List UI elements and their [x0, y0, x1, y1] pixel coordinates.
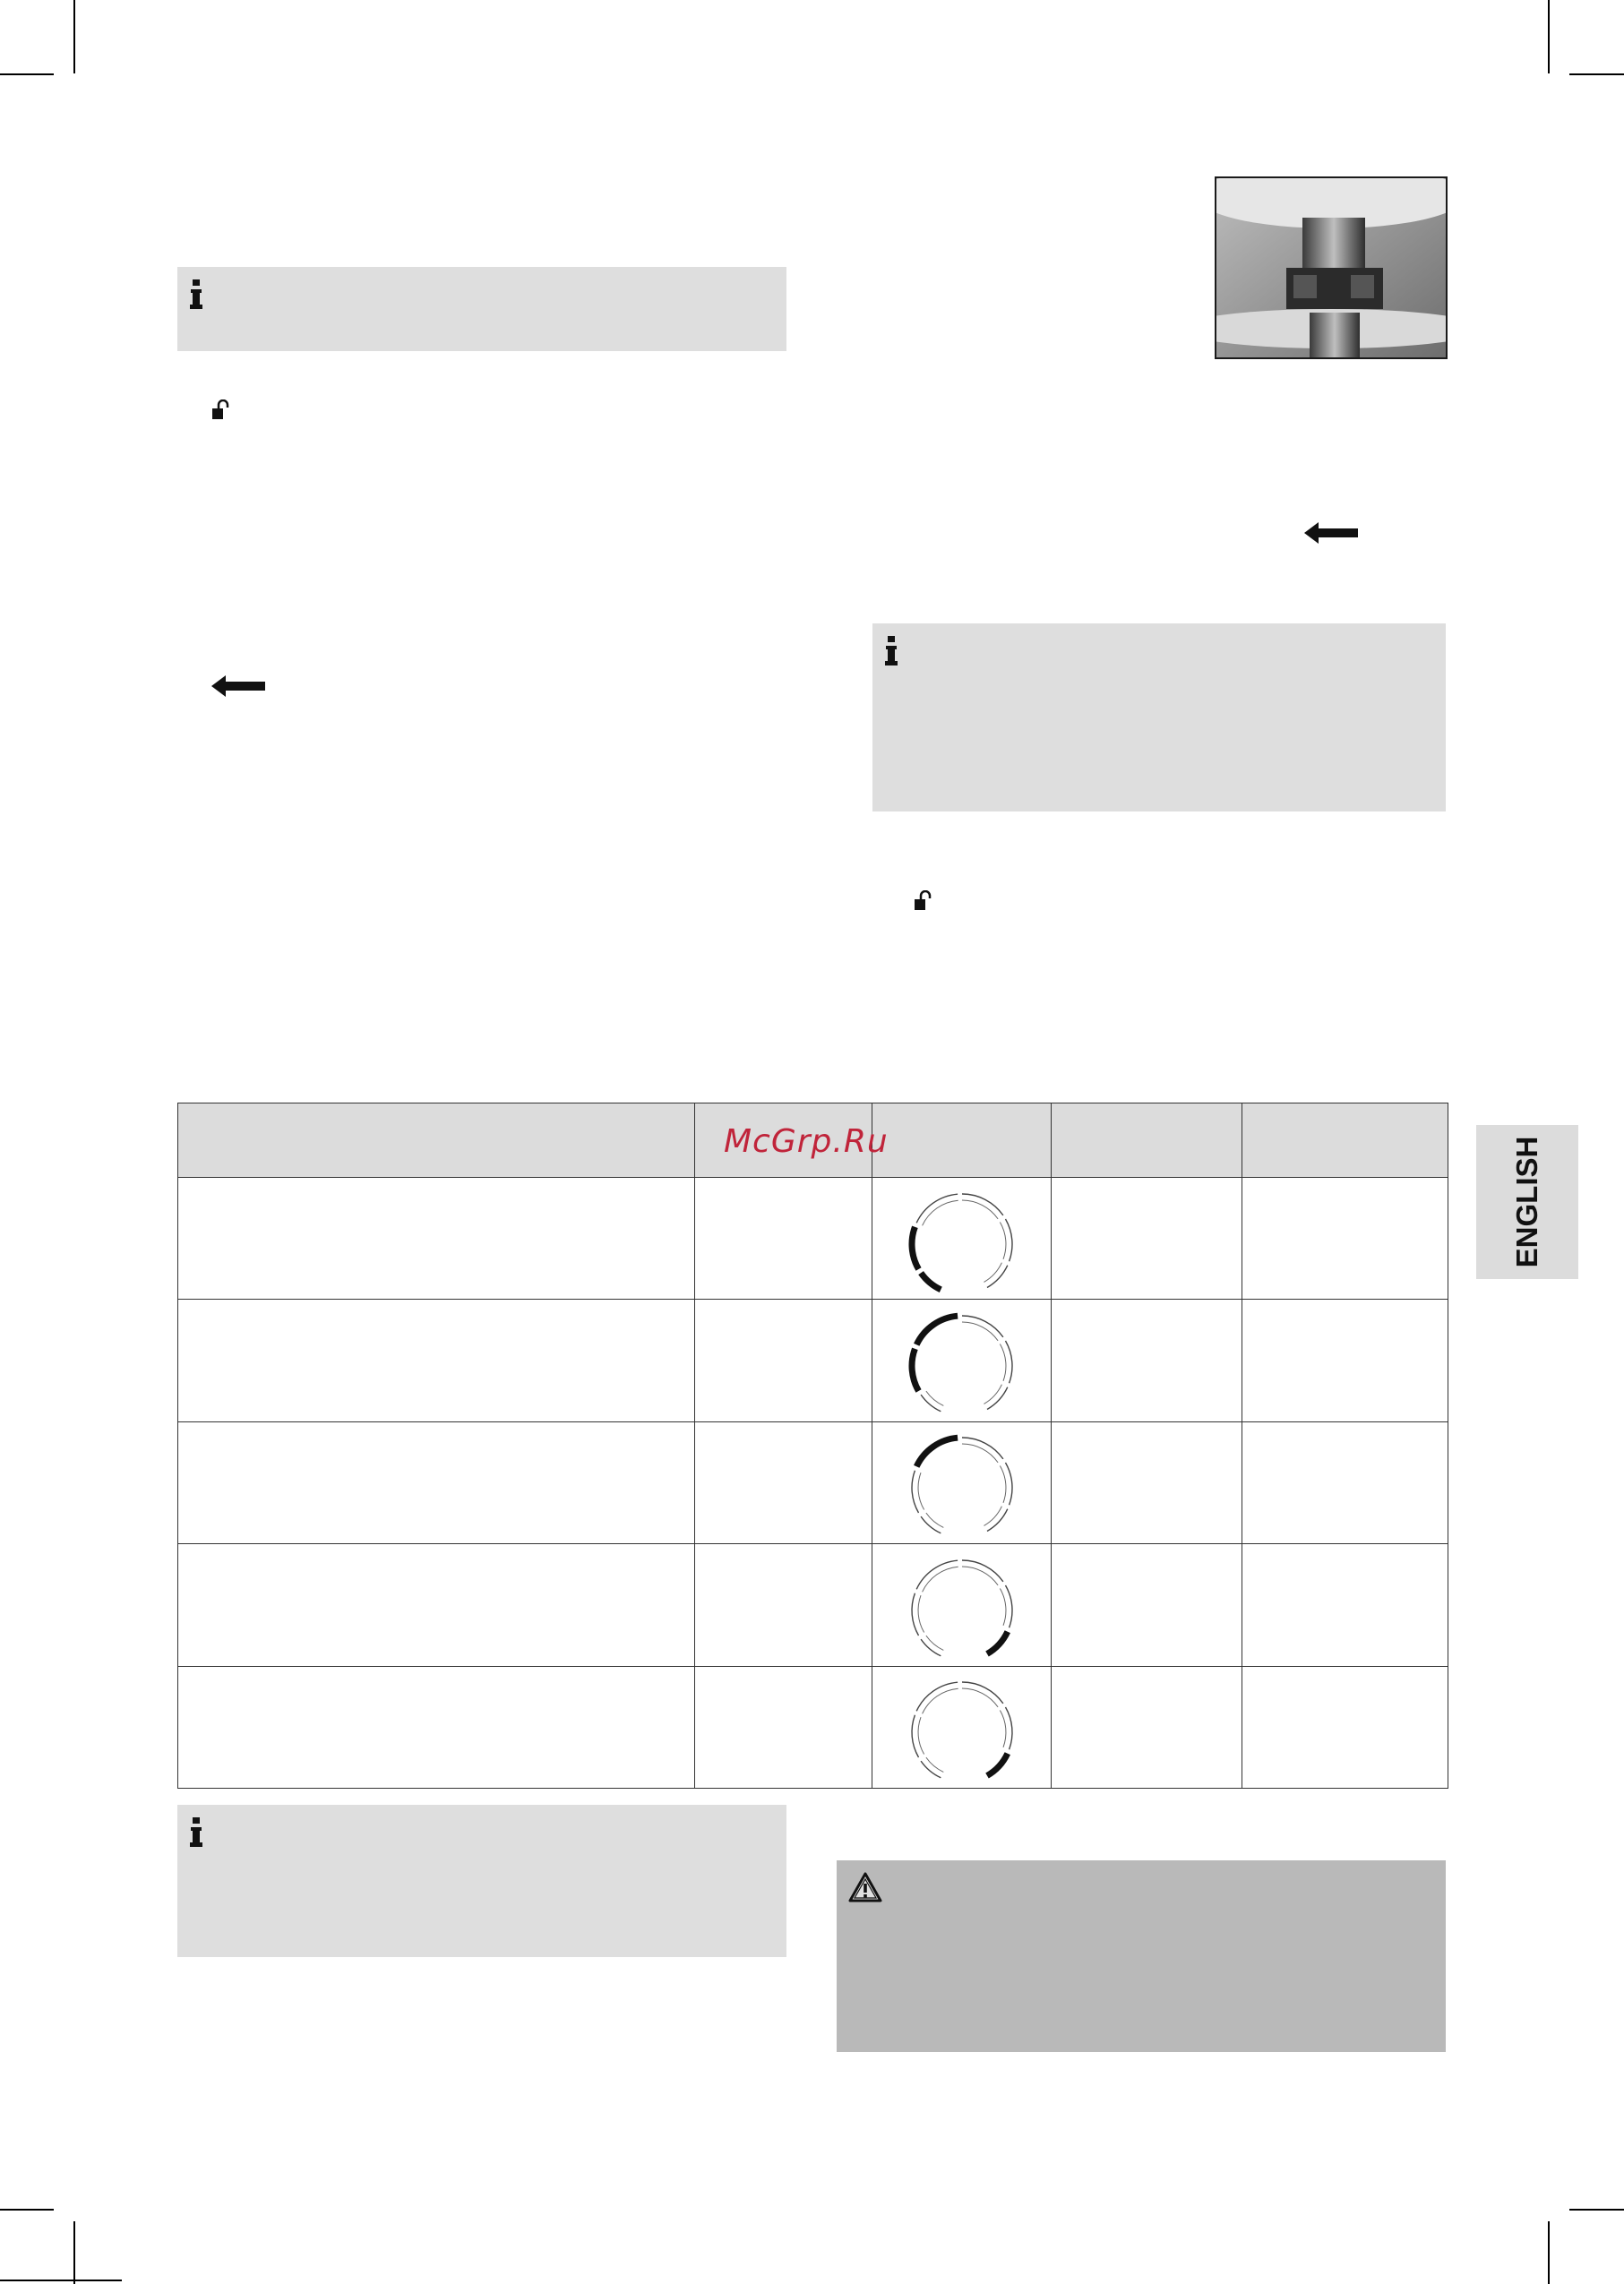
- dial-segment-inner: [962, 1322, 998, 1341]
- dial-segment-inner: [1000, 1344, 1006, 1381]
- table-row: [178, 1300, 1448, 1421]
- dial-segment-inner: [962, 1567, 998, 1585]
- table-cell: [872, 1544, 1052, 1666]
- table-cell: [1242, 1178, 1448, 1300]
- table-cell: [178, 1178, 695, 1300]
- dial-segment: [912, 1593, 918, 1636]
- dial-segment: [1005, 1585, 1011, 1627]
- table-row: [178, 1421, 1448, 1543]
- table-row: [178, 1666, 1448, 1788]
- power-level-dial: [905, 1185, 1019, 1292]
- table-cell: [1242, 1666, 1448, 1788]
- crop-mark: [73, 2221, 75, 2284]
- table-cell: [178, 1300, 695, 1421]
- crop-mark: [1569, 73, 1624, 75]
- dial-segment-inner: [984, 1385, 1001, 1404]
- product-photo: [1215, 176, 1448, 359]
- product-photo-illustration: [1216, 178, 1446, 357]
- table-cell: [872, 1666, 1052, 1788]
- crop-mark: [73, 0, 75, 73]
- table-cell: [1052, 1666, 1242, 1788]
- power-level-dial: [905, 1551, 1019, 1659]
- table-cell: [178, 1421, 695, 1543]
- power-level-dial: [905, 1307, 1019, 1414]
- dial-segment: [962, 1560, 1003, 1582]
- dial-segment: [987, 1387, 1008, 1410]
- table-row: [178, 1178, 1448, 1300]
- dial-segment-inner: [922, 1567, 958, 1592]
- dial-segment-inner: [984, 1507, 1001, 1526]
- dial-segment: [912, 1715, 918, 1757]
- info-box-bottom-left: [177, 1805, 786, 1957]
- dial-segment: [1005, 1341, 1011, 1383]
- table-cell: [1052, 1544, 1242, 1666]
- settings-table: [177, 1103, 1448, 1789]
- dial-segment: [962, 1316, 1003, 1337]
- dial-segment-active: [916, 1438, 958, 1467]
- info-box-right: [872, 623, 1446, 811]
- table-cell: [178, 1544, 695, 1666]
- unlock-icon: [914, 890, 933, 912]
- table-cell: [872, 1300, 1052, 1421]
- table-header-cell: [872, 1103, 1052, 1178]
- dial-segment: [1005, 1219, 1011, 1261]
- dial-segment-inner: [962, 1200, 998, 1219]
- unlock-icon: [211, 399, 231, 421]
- dial-segment: [962, 1194, 1003, 1215]
- table-row: [178, 1544, 1448, 1666]
- crop-mark: [1569, 2209, 1624, 2211]
- table-cell: [695, 1178, 872, 1300]
- table-cell: [1242, 1421, 1448, 1543]
- dial-segment-inner: [962, 1444, 998, 1463]
- dial-segment-inner: [918, 1717, 924, 1754]
- dial-segment-inner: [1000, 1222, 1006, 1258]
- table-header-cell: [1242, 1103, 1448, 1178]
- table-cell: [695, 1421, 872, 1543]
- dial-segment-active: [912, 1349, 918, 1391]
- info-box-top-left: [177, 267, 786, 351]
- language-tab-label: ENGLISH: [1510, 1136, 1543, 1268]
- dial-segment-inner: [1000, 1466, 1006, 1503]
- crop-mark: [0, 2280, 122, 2281]
- table-cell: [1052, 1300, 1242, 1421]
- table-header-cell: [178, 1103, 695, 1178]
- table-cell: [1052, 1421, 1242, 1543]
- dial-segment-active: [921, 1273, 941, 1290]
- crop-mark: [1548, 2221, 1550, 2284]
- crop-mark: [0, 2209, 54, 2211]
- warning-triangle-icon: [847, 1871, 883, 1903]
- dial-segment: [987, 1509, 1008, 1532]
- dial-segment-inner: [918, 1595, 924, 1632]
- info-icon: [186, 279, 206, 310]
- dial-segment-active: [987, 1632, 1008, 1654]
- table-cell: [872, 1421, 1052, 1543]
- table-cell: [872, 1178, 1052, 1300]
- dial-segment-active: [912, 1226, 918, 1268]
- table-cell: [1242, 1300, 1448, 1421]
- dial-segment-inner: [962, 1688, 998, 1707]
- dial-segment-inner: [1000, 1588, 1006, 1625]
- dial-segment: [1005, 1707, 1011, 1749]
- power-level-dial: [905, 1673, 1019, 1781]
- dial-segment-inner: [922, 1200, 958, 1225]
- table-cell: [178, 1666, 695, 1788]
- info-icon: [186, 1817, 206, 1848]
- dial-segment: [962, 1438, 1003, 1459]
- dial-segment-active: [916, 1316, 958, 1344]
- power-level-dial: [905, 1429, 1019, 1536]
- table-cell: [1052, 1178, 1242, 1300]
- dial-segment: [987, 1265, 1008, 1287]
- dial-segment: [962, 1682, 1003, 1704]
- arrow-left-icon: [1304, 520, 1360, 545]
- crop-mark: [1548, 0, 1550, 73]
- table-cell: [1242, 1544, 1448, 1666]
- info-icon: [881, 636, 901, 666]
- watermark: McGrp.Ru: [724, 1123, 889, 1160]
- table-header-cell: [1052, 1103, 1242, 1178]
- dial-segment-inner: [984, 1262, 1001, 1282]
- table-cell: [695, 1300, 872, 1421]
- table-cell: [695, 1544, 872, 1666]
- dial-segment: [1005, 1463, 1011, 1505]
- dial-segment-inner: [922, 1688, 958, 1713]
- warning-box: [837, 1860, 1446, 2052]
- dial-segment: [912, 1471, 918, 1513]
- arrow-left-icon: [211, 674, 267, 699]
- crop-mark: [0, 73, 54, 75]
- dial-segment-active: [987, 1754, 1008, 1776]
- table-cell: [695, 1666, 872, 1788]
- dial-segment-inner: [1000, 1711, 1006, 1747]
- dial-segment-inner: [918, 1473, 924, 1510]
- language-tab: [1476, 1125, 1578, 1279]
